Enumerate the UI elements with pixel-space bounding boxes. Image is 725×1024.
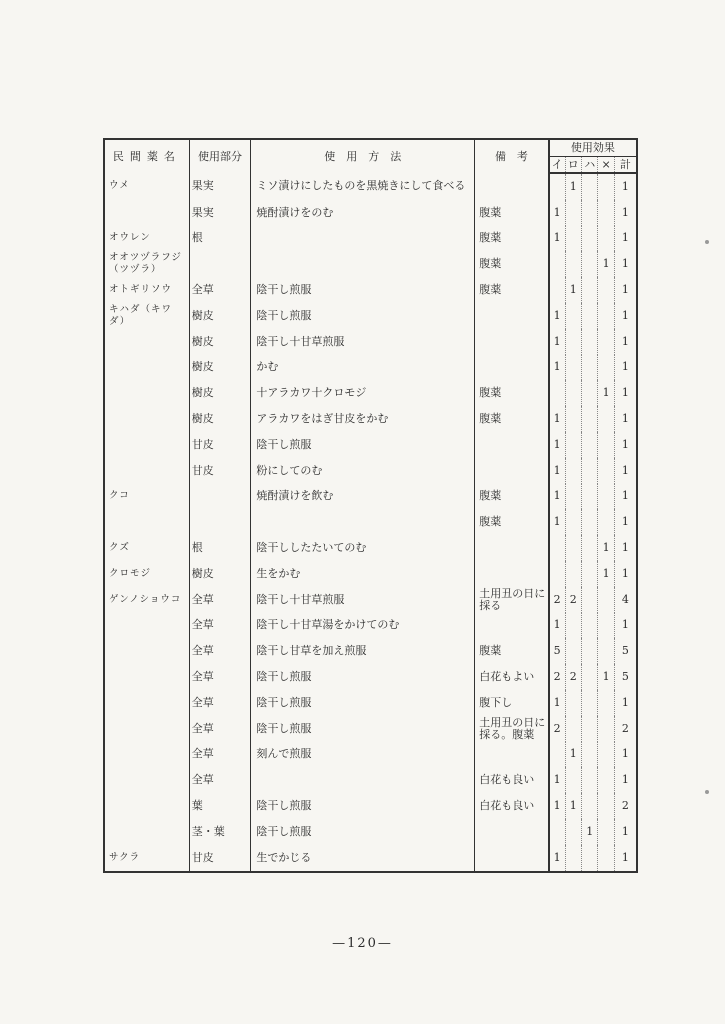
row-effect-i [549, 535, 565, 561]
row-effect-x [598, 303, 614, 329]
row-effect-x [598, 793, 614, 819]
medicine-table-sheet [103, 138, 638, 873]
row-name: クコ [109, 490, 130, 502]
row-method: 陰干し煎服 [251, 432, 475, 458]
row-effect-ha [582, 845, 598, 872]
row-note [475, 355, 549, 381]
row-method [251, 767, 475, 793]
row-effect-ha [582, 251, 598, 277]
row-note [475, 845, 549, 872]
row-name [104, 793, 189, 819]
row-name [104, 509, 189, 535]
row-total: 1 [614, 406, 637, 432]
row-note [475, 303, 549, 329]
row-method [251, 251, 475, 277]
row-name [104, 406, 189, 432]
row-effect-ro [565, 561, 581, 587]
table-row [104, 303, 637, 329]
row-effect-ro [565, 716, 581, 742]
row-total: 1 [614, 432, 637, 458]
table-row [104, 690, 637, 716]
table-row [104, 277, 637, 303]
row-name: オウレン [109, 232, 151, 244]
row-effect-ha [582, 484, 598, 510]
row-note: 土用丑の日に採る [475, 587, 549, 613]
row-effect-ha [582, 767, 598, 793]
row-effect-ro: 1 [565, 277, 581, 303]
row-part: 全草 [189, 613, 251, 639]
row-effect-x: 1 [598, 380, 614, 406]
row-total: 1 [614, 742, 637, 768]
row-effect-ro [565, 303, 581, 329]
row-effect-ro [565, 509, 581, 535]
table-row [104, 535, 637, 561]
row-effect-ro [565, 329, 581, 355]
row-total: 1 [614, 458, 637, 484]
row-note: 腹薬 [475, 200, 549, 226]
row-effect-i: 1 [549, 200, 565, 226]
header-note: 備 考 [475, 139, 549, 173]
row-effect-x [598, 200, 614, 226]
row-effect-x [598, 277, 614, 303]
header-method: 使 用 方 法 [251, 139, 475, 173]
row-note [475, 329, 549, 355]
row-effect-ha [582, 742, 598, 768]
row-effect-i: 1 [549, 767, 565, 793]
row-effect-i: 2 [549, 716, 565, 742]
table-row [104, 251, 637, 277]
row-name [104, 767, 189, 793]
row-effect-i: 1 [549, 226, 565, 252]
row-total: 2 [614, 716, 637, 742]
table-row [104, 380, 637, 406]
row-note [475, 173, 549, 200]
row-effect-x: 1 [598, 561, 614, 587]
row-effect-i: 2 [549, 587, 565, 613]
row-effect-x: 1 [598, 535, 614, 561]
row-effect-ha [582, 458, 598, 484]
row-part: 樹皮 [189, 406, 251, 432]
row-effect-x [598, 819, 614, 845]
table-row [104, 329, 637, 355]
row-effect-i [549, 819, 565, 845]
table-row [104, 613, 637, 639]
row-part: 樹皮 [189, 329, 251, 355]
row-effect-ha [582, 793, 598, 819]
row-method: 陰干し甘草を加え煎服 [251, 638, 475, 664]
row-method: 刻んで煎服 [251, 742, 475, 768]
row-effect-ha [582, 690, 598, 716]
row-effect-ro [565, 690, 581, 716]
row-effect-ro [565, 251, 581, 277]
row-effect-i [549, 561, 565, 587]
row-effect-i [549, 742, 565, 768]
header-effect-x: × [598, 157, 614, 174]
row-effect-x [598, 458, 614, 484]
row-effect-ro [565, 355, 581, 381]
row-effect-x [598, 690, 614, 716]
row-effect-x [598, 406, 614, 432]
row-effect-ro [565, 200, 581, 226]
row-effect-ro: 1 [565, 173, 581, 200]
row-effect-x [598, 173, 614, 200]
row-part: 果実 [189, 200, 251, 226]
row-method: 生でかじる [251, 845, 475, 872]
table-row [104, 509, 637, 535]
row-note: 土用丑の日に採る。腹薬 [475, 716, 549, 742]
row-name: キハダ（キワダ） [109, 303, 173, 327]
row-note: 腹薬 [475, 484, 549, 510]
page-number: —120— [332, 936, 393, 951]
row-name [104, 432, 189, 458]
row-name: サクラ [109, 851, 141, 863]
row-effect-ro [565, 432, 581, 458]
row-effect-x [598, 355, 614, 381]
row-effect-x [598, 716, 614, 742]
row-total: 1 [614, 535, 637, 561]
row-part: 樹皮 [189, 303, 251, 329]
row-effect-x: 1 [598, 664, 614, 690]
row-method: 陰干し十甘草湯をかけてのむ [251, 613, 475, 639]
row-effect-i [549, 380, 565, 406]
table-row [104, 200, 637, 226]
row-effect-i: 1 [549, 690, 565, 716]
row-name: オトギリソウ [109, 284, 173, 296]
row-note: 腹薬 [475, 380, 549, 406]
row-part: 全草 [189, 716, 251, 742]
row-effect-ha [582, 432, 598, 458]
header-effect-i: イ [549, 157, 565, 174]
row-effect-i [549, 277, 565, 303]
row-effect-i: 1 [549, 458, 565, 484]
table-row [104, 173, 637, 200]
row-effect-x [598, 509, 614, 535]
row-name: クロモジ [109, 567, 152, 579]
row-effect-ha [582, 329, 598, 355]
row-total: 1 [614, 226, 637, 252]
row-effect-ro: 2 [565, 587, 581, 613]
row-total: 5 [614, 664, 637, 690]
table-row [104, 561, 637, 587]
row-effect-ha: 1 [582, 819, 598, 845]
row-effect-ha [582, 638, 598, 664]
row-note [475, 432, 549, 458]
row-note: 腹下し [475, 690, 549, 716]
row-effect-ha [582, 303, 598, 329]
row-effect-x [598, 845, 614, 872]
row-effect-i: 1 [549, 484, 565, 510]
table-row [104, 355, 637, 381]
header-part: 使用部分 [189, 139, 251, 173]
row-method: 陰干し十甘草煎服 [251, 587, 475, 613]
row-method [251, 226, 475, 252]
row-effect-ha [582, 173, 598, 200]
row-effect-i: 1 [549, 329, 565, 355]
row-effect-ro [565, 767, 581, 793]
row-effect-x [598, 767, 614, 793]
row-name: ウメ [109, 180, 130, 192]
row-effect-x [598, 638, 614, 664]
row-total: 1 [614, 484, 637, 510]
row-note: 腹薬 [475, 277, 549, 303]
row-part: 果実 [189, 173, 251, 200]
row-name [104, 200, 189, 226]
row-total: 1 [614, 200, 637, 226]
row-part: 甘皮 [189, 432, 251, 458]
row-note [475, 535, 549, 561]
row-part: 樹皮 [189, 355, 251, 381]
row-note: 白花も良い [475, 767, 549, 793]
row-name [104, 638, 189, 664]
row-total: 1 [614, 845, 637, 872]
table-row [104, 819, 637, 845]
row-total: 1 [614, 509, 637, 535]
row-effect-ro: 1 [565, 742, 581, 768]
row-effect-ha [582, 716, 598, 742]
row-effect-i: 1 [549, 793, 565, 819]
row-note: 腹薬 [475, 509, 549, 535]
row-note: 腹薬 [475, 406, 549, 432]
row-effect-i: 1 [549, 432, 565, 458]
row-part: 葉 [189, 793, 251, 819]
row-name [104, 742, 189, 768]
table-row [104, 845, 637, 872]
row-effect-i: 1 [549, 509, 565, 535]
row-note: 腹薬 [475, 226, 549, 252]
row-effect-ha [582, 277, 598, 303]
row-effect-i: 2 [549, 664, 565, 690]
row-note: 白花も良い [475, 793, 549, 819]
row-effect-ha [582, 406, 598, 432]
row-effect-ro [565, 484, 581, 510]
row-total: 1 [614, 329, 637, 355]
row-method: 陰干し煎服 [251, 793, 475, 819]
row-effect-ha [582, 587, 598, 613]
row-note [475, 613, 549, 639]
row-effect-ha [582, 200, 598, 226]
row-total: 1 [614, 819, 637, 845]
row-total: 1 [614, 767, 637, 793]
row-name [104, 690, 189, 716]
row-part: 根 [189, 226, 251, 252]
row-effect-ro: 2 [565, 664, 581, 690]
row-total: 1 [614, 613, 637, 639]
row-effect-ro [565, 819, 581, 845]
row-effect-ha [582, 664, 598, 690]
header-effect-ro: ロ [565, 157, 581, 174]
row-total: 1 [614, 303, 637, 329]
row-effect-i: 5 [549, 638, 565, 664]
row-total: 5 [614, 638, 637, 664]
table-row [104, 638, 637, 664]
row-part: 甘皮 [189, 458, 251, 484]
row-part: 全草 [189, 664, 251, 690]
table-row [104, 587, 637, 613]
row-effect-ro [565, 638, 581, 664]
row-name: オオツヅラフジ（ツヅラ） [109, 252, 182, 276]
row-name [104, 716, 189, 742]
row-effect-ha [582, 561, 598, 587]
row-method: 陰干し煎服 [251, 303, 475, 329]
table-row [104, 484, 637, 510]
medicine-table [103, 138, 638, 873]
row-effect-ha [582, 226, 598, 252]
row-method: 陰干し煎服 [251, 716, 475, 742]
row-effect-ha [582, 380, 598, 406]
row-total: 1 [614, 690, 637, 716]
header-total: 計 [614, 157, 637, 174]
row-method: ミソ漬けにしたものを黒焼きにして食べる [251, 173, 475, 200]
header-effect: 使用効果 [549, 139, 637, 157]
row-method: 十アラカワ十クロモジ [251, 380, 475, 406]
table-row [104, 742, 637, 768]
table-row [104, 716, 637, 742]
row-name [104, 380, 189, 406]
row-method: 陰干し煎服 [251, 819, 475, 845]
row-effect-x [598, 484, 614, 510]
row-effect-ro [565, 845, 581, 872]
row-name [104, 355, 189, 381]
row-part: 全草 [189, 277, 251, 303]
table-row [104, 226, 637, 252]
row-method: 焼酎漬けをのむ [251, 200, 475, 226]
row-note: 白花もよい [475, 664, 549, 690]
row-method: 陰干し煎服 [251, 690, 475, 716]
row-part: 全草 [189, 638, 251, 664]
row-effect-i: 1 [549, 613, 565, 639]
row-total: 4 [614, 587, 637, 613]
row-name [104, 819, 189, 845]
row-part: 全草 [189, 767, 251, 793]
row-method: 焼酎漬けを飲む [251, 484, 475, 510]
row-part: 根 [189, 535, 251, 561]
row-effect-i: 1 [549, 845, 565, 872]
table-row [104, 406, 637, 432]
row-part [189, 484, 251, 510]
row-method: 陰干ししたたいてのむ [251, 535, 475, 561]
row-method: 粉にしてのむ [251, 458, 475, 484]
row-note: 腹薬 [475, 638, 549, 664]
row-part [189, 251, 251, 277]
row-effect-ha [582, 509, 598, 535]
scan-speck [705, 240, 709, 244]
row-effect-ro [565, 226, 581, 252]
row-part: 樹皮 [189, 561, 251, 587]
row-name: ゲンノショウコ [109, 593, 182, 605]
row-name [104, 458, 189, 484]
row-effect-x [598, 587, 614, 613]
row-effect-ro [565, 535, 581, 561]
row-effect-x [598, 226, 614, 252]
row-method: アラカワをはぎ甘皮をかむ [251, 406, 475, 432]
row-method: 陰干し煎服 [251, 277, 475, 303]
row-effect-ha [582, 613, 598, 639]
row-part: 全草 [189, 587, 251, 613]
row-effect-i: 1 [549, 303, 565, 329]
row-part: 全草 [189, 690, 251, 716]
row-effect-i: 1 [549, 406, 565, 432]
row-part: 全草 [189, 742, 251, 768]
row-effect-i [549, 173, 565, 200]
row-method [251, 509, 475, 535]
row-effect-x [598, 329, 614, 355]
row-note [475, 742, 549, 768]
row-part: 茎・葉 [189, 819, 251, 845]
row-part: 甘皮 [189, 845, 251, 872]
row-part: 樹皮 [189, 380, 251, 406]
row-effect-ro [565, 613, 581, 639]
row-effect-ro: 1 [565, 793, 581, 819]
row-effect-i [549, 251, 565, 277]
row-name [104, 329, 189, 355]
row-note: 腹薬 [475, 251, 549, 277]
row-effect-i: 1 [549, 355, 565, 381]
row-total: 1 [614, 355, 637, 381]
row-effect-x [598, 613, 614, 639]
row-total: 1 [614, 561, 637, 587]
row-effect-x [598, 742, 614, 768]
row-total: 1 [614, 251, 637, 277]
row-note [475, 458, 549, 484]
row-effect-ha [582, 535, 598, 561]
table-row [104, 793, 637, 819]
table-row [104, 458, 637, 484]
row-total: 2 [614, 793, 637, 819]
header-name: 民間薬名 [112, 149, 181, 163]
table-row [104, 767, 637, 793]
row-total: 1 [614, 380, 637, 406]
row-method: 陰干し煎服 [251, 664, 475, 690]
row-effect-x: 1 [598, 251, 614, 277]
row-note [475, 561, 549, 587]
header-effect-ha: ハ [582, 157, 598, 174]
row-method: 生をかむ [251, 561, 475, 587]
row-part [189, 509, 251, 535]
row-method: 陰干し十甘草煎服 [251, 329, 475, 355]
row-effect-x [598, 432, 614, 458]
row-note [475, 819, 549, 845]
row-effect-ro [565, 406, 581, 432]
row-effect-ro [565, 458, 581, 484]
row-total: 1 [614, 173, 637, 200]
row-name [104, 613, 189, 639]
scan-speck [705, 790, 709, 794]
row-name [104, 664, 189, 690]
table-row [104, 432, 637, 458]
row-effect-ha [582, 355, 598, 381]
row-name: クズ [109, 542, 130, 554]
table-row [104, 664, 637, 690]
row-total: 1 [614, 277, 637, 303]
row-method: かむ [251, 355, 475, 381]
row-effect-ro [565, 380, 581, 406]
